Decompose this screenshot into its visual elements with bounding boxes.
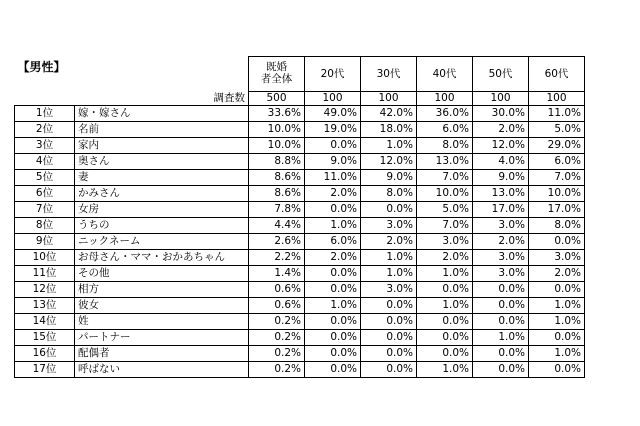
value-cell: 0.0% [305, 202, 361, 218]
value-cell: 0.0% [473, 362, 529, 378]
value-cell: 0.0% [417, 314, 473, 330]
label-cell: かみさん [75, 186, 249, 202]
value-cell: 0.0% [417, 282, 473, 298]
value-cell: 6.0% [529, 154, 585, 170]
table-row [15, 202, 585, 218]
value-cell: 1.0% [305, 298, 361, 314]
value-cell: 0.0% [361, 298, 417, 314]
column-header-all-line1: 既婚 [266, 61, 287, 74]
value-cell: 1.0% [417, 266, 473, 282]
label-cell: 相方 [75, 282, 249, 298]
value-cell: 3.0% [473, 218, 529, 234]
label-cell: 妻 [75, 170, 249, 186]
value-cell: 8.8% [249, 154, 305, 170]
label-cell: 姓 [75, 314, 249, 330]
value-cell: 7.0% [417, 218, 473, 234]
value-cell: 3.0% [473, 250, 529, 266]
value-cell: 9.0% [473, 170, 529, 186]
header-row [15, 57, 585, 92]
value-cell: 4.4% [249, 218, 305, 234]
table-row [15, 266, 585, 282]
value-cell: 19.0% [305, 122, 361, 138]
value-cell: 2.0% [473, 122, 529, 138]
value-cell: 1.0% [361, 250, 417, 266]
value-cell: 17.0% [473, 202, 529, 218]
value-cell: 8.0% [417, 138, 473, 154]
value-cell: 5.0% [417, 202, 473, 218]
rank-cell: 12位 [15, 282, 75, 298]
label-cell: うちの [75, 218, 249, 234]
value-cell: 17.0% [529, 202, 585, 218]
label-cell: 奥さん [75, 154, 249, 170]
value-cell: 11.0% [529, 106, 585, 122]
value-cell: 8.6% [249, 170, 305, 186]
rank-cell: 2位 [15, 122, 75, 138]
value-cell: 1.0% [529, 346, 585, 362]
value-cell: 1.0% [361, 266, 417, 282]
value-cell: 3.0% [473, 266, 529, 282]
count-label: 調査数 [75, 92, 249, 106]
table-row [15, 138, 585, 154]
value-cell: 1.0% [305, 218, 361, 234]
rank-cell: 15位 [15, 330, 75, 346]
count-30s: 100 [361, 92, 417, 106]
value-cell: 1.0% [529, 298, 585, 314]
rank-cell: 17位 [15, 362, 75, 378]
value-cell: 3.0% [529, 250, 585, 266]
value-cell: 0.0% [361, 330, 417, 346]
value-cell: 1.0% [417, 298, 473, 314]
value-cell: 1.0% [417, 362, 473, 378]
rank-cell: 6位 [15, 186, 75, 202]
value-cell: 0.0% [473, 346, 529, 362]
value-cell: 0.0% [529, 234, 585, 250]
value-cell: 2.0% [305, 250, 361, 266]
value-cell: 0.6% [249, 298, 305, 314]
value-cell: 0.2% [249, 346, 305, 362]
value-cell: 1.0% [529, 314, 585, 330]
value-cell: 29.0% [529, 138, 585, 154]
value-cell: 11.0% [305, 170, 361, 186]
value-cell: 8.6% [249, 186, 305, 202]
value-cell: 0.0% [361, 346, 417, 362]
value-cell: 7.0% [417, 170, 473, 186]
value-cell: 6.0% [305, 234, 361, 250]
rank-cell: 13位 [15, 298, 75, 314]
table-row [15, 186, 585, 202]
column-header-all-line2: 者全体 [260, 73, 293, 85]
value-cell: 2.2% [249, 250, 305, 266]
value-cell: 3.0% [361, 282, 417, 298]
value-cell: 8.0% [529, 218, 585, 234]
rank-cell: 9位 [15, 234, 75, 250]
column-header-all [249, 57, 305, 92]
value-cell: 2.0% [473, 234, 529, 250]
column-header-60s: 60代 [529, 57, 585, 92]
value-cell: 0.0% [529, 362, 585, 378]
value-cell: 9.0% [361, 170, 417, 186]
rank-cell: 16位 [15, 346, 75, 362]
value-cell: 1.4% [249, 266, 305, 282]
count-all: 500 [249, 92, 305, 106]
table-title: 【男性】 [17, 59, 66, 74]
value-cell: 2.0% [361, 234, 417, 250]
count-row [15, 92, 585, 106]
count-60s: 100 [529, 92, 585, 106]
value-cell: 0.0% [305, 362, 361, 378]
label-cell: 女房 [75, 202, 249, 218]
count-20s: 100 [305, 92, 361, 106]
table-row [15, 250, 585, 266]
table-row [15, 106, 585, 122]
column-header-20s: 20代 [305, 57, 361, 92]
label-cell: 名前 [75, 122, 249, 138]
table-row [15, 154, 585, 170]
rank-cell: 7位 [15, 202, 75, 218]
value-cell: 0.2% [249, 314, 305, 330]
value-cell: 13.0% [417, 154, 473, 170]
count-50s: 100 [473, 92, 529, 106]
rank-cell: 3位 [15, 138, 75, 154]
value-cell: 0.0% [361, 314, 417, 330]
value-cell: 12.0% [361, 154, 417, 170]
value-cell: 12.0% [473, 138, 529, 154]
value-cell: 33.6% [249, 106, 305, 122]
value-cell: 0.0% [473, 314, 529, 330]
value-cell: 0.0% [305, 266, 361, 282]
value-cell: 5.0% [529, 122, 585, 138]
label-cell: お母さん・ママ・おかあちゃん [75, 250, 249, 266]
table-row [15, 170, 585, 186]
column-header-40s: 40代 [417, 57, 473, 92]
label-cell: 彼女 [75, 298, 249, 314]
survey-table [14, 56, 585, 378]
value-cell: 0.0% [417, 346, 473, 362]
table-row [15, 314, 585, 330]
table-row [15, 346, 585, 362]
value-cell: 10.0% [529, 186, 585, 202]
label-cell: 呼ばない [75, 362, 249, 378]
value-cell: 0.0% [529, 330, 585, 346]
value-cell: 2.0% [305, 186, 361, 202]
table-row [15, 362, 585, 378]
value-cell: 0.0% [305, 282, 361, 298]
value-cell: 0.0% [417, 330, 473, 346]
table-row [15, 298, 585, 314]
value-cell: 1.0% [361, 138, 417, 154]
rank-cell: 4位 [15, 154, 75, 170]
value-cell: 30.0% [473, 106, 529, 122]
rank-cell: 5位 [15, 170, 75, 186]
value-cell: 10.0% [249, 138, 305, 154]
value-cell: 0.2% [249, 330, 305, 346]
value-cell: 0.0% [305, 138, 361, 154]
rank-cell: 8位 [15, 218, 75, 234]
table-row [15, 122, 585, 138]
value-cell: 0.2% [249, 362, 305, 378]
count-40s: 100 [417, 92, 473, 106]
value-cell: 49.0% [305, 106, 361, 122]
value-cell: 0.0% [361, 362, 417, 378]
value-cell: 0.0% [473, 282, 529, 298]
value-cell: 0.6% [249, 282, 305, 298]
value-cell: 36.0% [417, 106, 473, 122]
rank-cell: 1位 [15, 106, 75, 122]
value-cell: 10.0% [249, 122, 305, 138]
value-cell: 9.0% [305, 154, 361, 170]
rank-cell: 11位 [15, 266, 75, 282]
value-cell: 3.0% [417, 234, 473, 250]
label-cell: パートナー [75, 330, 249, 346]
label-cell: ニックネーム [75, 234, 249, 250]
value-cell: 42.0% [361, 106, 417, 122]
column-header-30s: 30代 [361, 57, 417, 92]
table-row [15, 330, 585, 346]
title-cell [15, 57, 249, 92]
value-cell: 0.0% [529, 282, 585, 298]
rank-cell: 10位 [15, 250, 75, 266]
label-cell: 嫁・嫁さん [75, 106, 249, 122]
column-header-50s: 50代 [473, 57, 529, 92]
value-cell: 2.0% [529, 266, 585, 282]
value-cell: 0.0% [305, 346, 361, 362]
value-cell: 1.0% [473, 330, 529, 346]
value-cell: 10.0% [417, 186, 473, 202]
label-cell: その他 [75, 266, 249, 282]
label-cell: 配偶者 [75, 346, 249, 362]
rank-cell: 14位 [15, 314, 75, 330]
value-cell: 0.0% [305, 330, 361, 346]
value-cell: 0.0% [361, 202, 417, 218]
value-cell: 7.0% [529, 170, 585, 186]
value-cell: 2.6% [249, 234, 305, 250]
value-cell: 6.0% [417, 122, 473, 138]
value-cell: 13.0% [473, 186, 529, 202]
table-row [15, 234, 585, 250]
table-row [15, 218, 585, 234]
value-cell: 7.8% [249, 202, 305, 218]
value-cell: 0.0% [473, 298, 529, 314]
value-cell: 4.0% [473, 154, 529, 170]
value-cell: 18.0% [361, 122, 417, 138]
value-cell: 3.0% [361, 218, 417, 234]
value-cell: 0.0% [305, 314, 361, 330]
value-cell: 2.0% [417, 250, 473, 266]
label-cell: 家内 [75, 138, 249, 154]
value-cell: 8.0% [361, 186, 417, 202]
table-row [15, 282, 585, 298]
